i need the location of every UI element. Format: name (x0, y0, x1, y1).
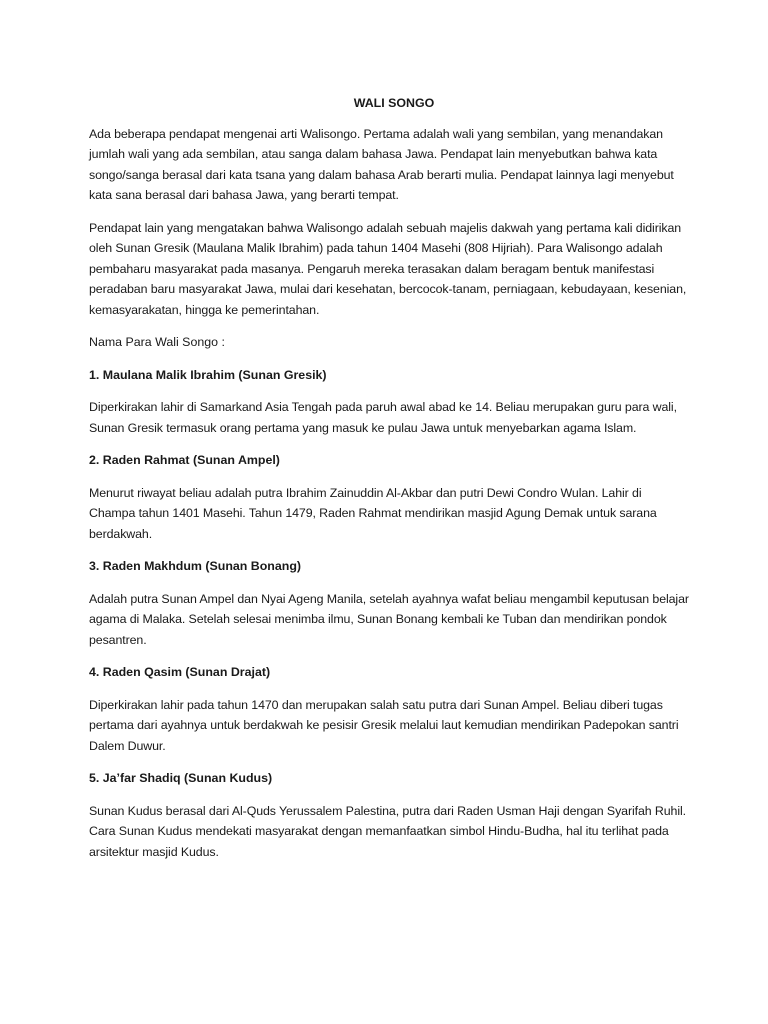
wali-description: Adalah putra Sunan Ampel dan Nyai Ageng Manila, setelah ayahnya wafat beliau mengambil keputusan belajar agama di Malaka. Setelah selesai menimba ilmu, Sunan Bonang kembali ke Tuban dan mendirikan pondok pesantren. (89, 591, 689, 647)
wali-heading: 2. Raden Rahmat (Sunan Ampel) (89, 453, 280, 467)
wali-list-label: Nama Para Wali Songo : (89, 335, 225, 349)
wali-heading: 1. Maulana Malik Ibrahim (Sunan Gresik) (89, 367, 327, 382)
wali-heading: 5. Ja’far Shadiq (Sunan Kudus) (89, 771, 273, 785)
wali-description: Diperkirakan lahir di Samarkand Asia Tengah pada paruh awal abad ke 14. Beliau merupakan guru para wali, Sunan Gresik termasuk orang pertama yang masuk ke pulau Jawa untuk menyebarkan agama Islam. (89, 400, 677, 435)
wali-section (89, 556, 689, 650)
wali-description: Sunan Kudus berasal dari Al-Quds Yerussalem Palestina, putra dari Raden Usman Haji dengan Syarifah Ruhil. Cara Sunan Kudus mendekati masyarakat dengan memanfaatkan simbol Hindu-Budha, hal itu terlihat pada arsitektur masjid Kudus. (89, 803, 686, 859)
wali-section (89, 662, 689, 756)
wali-section (89, 365, 689, 439)
document-body (89, 93, 689, 874)
wali-description: Diperkirakan lahir pada tahun 1470 dan merupakan salah satu putra dari Sunan Ampel. Beliau diberi tugas pertama dari ayahnya untuk berdakwah ke pesisir Gresik melalui laut kemudian mendirikan Padepokan santri Dalem Duwur. (89, 697, 679, 753)
wali-description: Menurut riwayat beliau adalah putra Ibrahim Zainuddin Al-Akbar dan putri Dewi Condro Wulan. Lahir di Champa tahun 1401 Masehi. Tahun 1479, Raden Rahmat mendirikan masjid Agung Demak untuk sarana berdakwah. (89, 485, 657, 541)
wali-section (89, 450, 689, 544)
document-title: WALI SONGO (353, 96, 435, 110)
intro-paragraph-1: Ada beberapa pendapat mengenai arti Walisongo. Pertama adalah wali yang sembilan, yang menandakan jumlah wali yang ada sembilan, atau sanga dalam bahasa Jawa. Pendapat lain menyebutkan bahwa kata songo/sanga berasal dari kata tsana yang dalam bahasa Arab berarti mulia. Pendapat lainnya lagi menyebut kata sana berasal dari bahasa Jawa, yang berarti tempat. (89, 126, 674, 202)
wali-heading: 3. Raden Makhdum (Sunan Bonang) (89, 559, 302, 573)
intro-paragraph-2: Pendapat lain yang mengatakan bahwa Walisongo adalah sebuah majelis dakwah yang pertama kali didirikan oleh Sunan Gresik (Maulana Malik Ibrahim) pada tahun 1404 Masehi (808 Hijriah). Para Walisongo adalah pembaharu masyarakat pada masanya. Pengaruh mereka terasakan dalam beragam bentuk manifestasi peradaban baru masyarakat Jawa, mulai dari kesehatan, bercocok-tanam, perniagaan, kebudayaan, kesenian, kemasyarakatan, hingga ke pemerintahan. (89, 220, 687, 317)
wali-section (89, 768, 689, 862)
wali-heading: 4. Raden Qasim (Sunan Drajat) (89, 665, 271, 679)
